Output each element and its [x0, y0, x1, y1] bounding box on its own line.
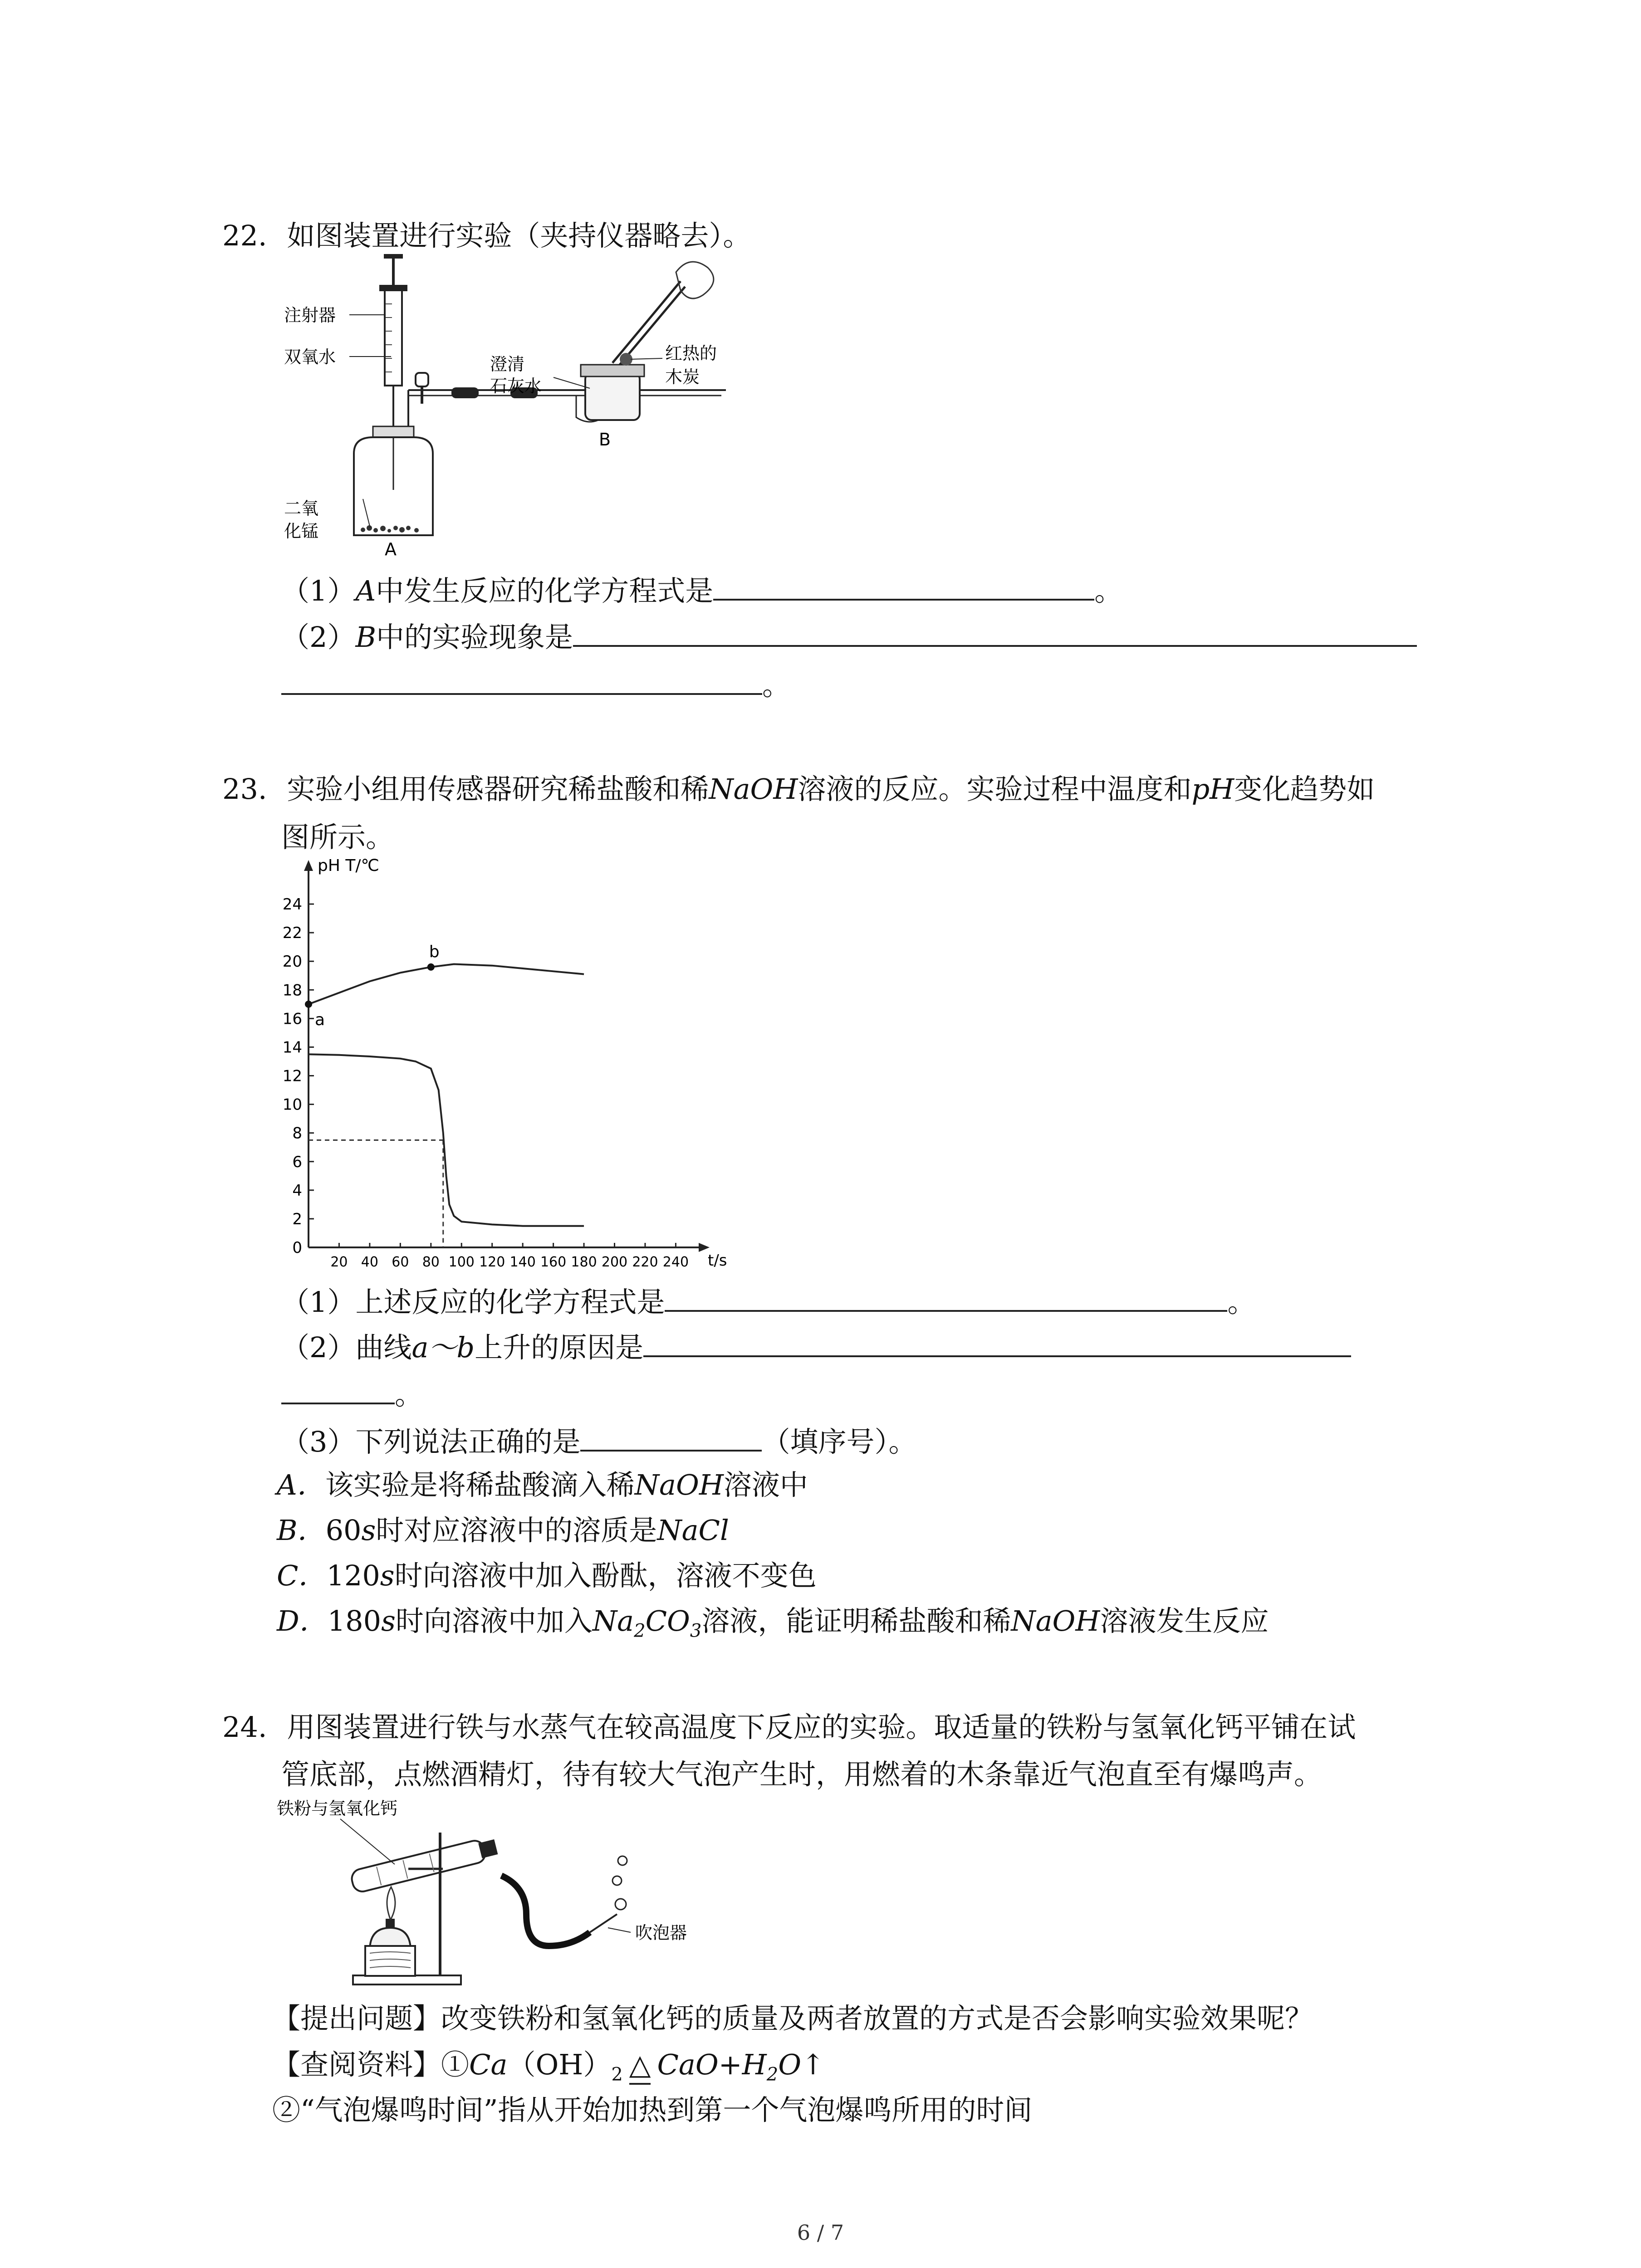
answer-blank[interactable] — [573, 617, 1417, 647]
question-number: 22. — [222, 219, 267, 252]
answer-blank[interactable] — [643, 1327, 1351, 1357]
temperature-curve — [309, 964, 584, 1004]
bottle-b-label: B — [599, 430, 611, 450]
y-tick-label: 22 — [282, 924, 302, 943]
q24-iron-steam-figure — [272, 1796, 708, 1991]
q24-stem-line2: 管底部，点燃酒精灯，待有较大气泡产生时，用燃着的木条靠近气泡直至有爆鸣声。 — [281, 1758, 1323, 1791]
q23-option-d[interactable]: D．180s时向溶液中加入$Na_2CO_3$溶液，能证明稀盐酸和稀NaOH溶液发生反应 — [277, 1604, 1269, 1642]
limewater-label-2: 石灰水 — [490, 376, 542, 396]
y-tick-label: 6 — [292, 1153, 302, 1171]
q22-part2-cont: 。 — [281, 665, 790, 704]
q24-ask: 【提出问题】改变铁粉和氢氧化钙的质量及两者放置的方式是否会影响实验效果呢？ — [272, 2002, 1313, 2035]
y-tick-label: 16 — [282, 1010, 302, 1028]
q23-stem-line2: 图所示。 — [281, 821, 394, 854]
peroxide-label: 双氧水 — [284, 347, 336, 367]
q23-stem-line1: 23. 实验小组用传感器研究稀盐酸和稀NaOH溶液的反应。实验过程中温度和pH变化趋势如 — [222, 772, 1375, 806]
q23-part2-cont: 。 — [281, 1374, 423, 1413]
point-b — [427, 963, 435, 971]
charcoal-label-2: 木炭 — [665, 367, 700, 387]
limewater-label-1: 澄清 — [490, 354, 525, 374]
q24-reference: 【查阅资料】$①Ca(OH)_2$ △ $CaO+H_2O↑$ — [272, 2047, 825, 2092]
y-axis-arrow — [304, 860, 313, 871]
q23-option-a[interactable]: A．该实验是将稀盐酸滴入稀NaOH溶液中 — [277, 1468, 808, 1501]
answer-blank[interactable] — [281, 665, 762, 695]
answer-blank[interactable] — [281, 1374, 395, 1404]
q23-part2: （2）曲线a～b上升的原因是 — [281, 1327, 1351, 1366]
answer-blank[interactable] — [713, 571, 1094, 601]
y-tick-label: 18 — [282, 981, 302, 1000]
y-tick-label: 24 — [282, 895, 302, 914]
x-tick-label: 60 — [392, 1254, 409, 1270]
x-tick-label: 20 — [330, 1254, 348, 1270]
y-tick-label: 8 — [292, 1124, 302, 1143]
ph-temperature-chart — [272, 853, 727, 1279]
q22-part1: （1）A中发生反应的化学方程式是 。 — [281, 571, 1122, 609]
point-a — [305, 1001, 312, 1008]
syringe-label: 注射器 — [284, 305, 336, 325]
x-tick-label: 220 — [632, 1254, 658, 1270]
answer-blank[interactable] — [580, 1422, 762, 1452]
answer-blank[interactable] — [665, 1282, 1227, 1312]
y-axis-label: pH T/℃ — [318, 856, 379, 875]
bubbler-label: 吹泡器 — [635, 1923, 687, 1943]
x-axis-arrow — [699, 1243, 710, 1252]
q23-part3: （3）下列说法正确的是 （填序号）。 — [281, 1422, 916, 1460]
powder-label: 铁粉与氢氧化钙 — [277, 1799, 398, 1818]
q23-option-c[interactable]: C．120s时向溶液中加入酚酞，溶液不变色 — [277, 1559, 817, 1592]
y-tick-label: 12 — [282, 1067, 302, 1085]
x-tick-label: 120 — [479, 1254, 505, 1270]
mno2-label-2: 化锰 — [284, 521, 319, 541]
mno2-label-1: 二氧 — [284, 499, 319, 518]
question-number: 23. — [222, 772, 267, 806]
q23-option-b[interactable]: B．60s时对应溶液中的溶质是NaCl — [277, 1514, 729, 1547]
q22-apparatus-figure — [272, 254, 753, 562]
charcoal-label-1: 红热的 — [665, 343, 717, 363]
q24-note2: ②“气泡爆鸣时间”指从开始加热到第一个气泡爆鸣所用的时间 — [272, 2093, 1033, 2126]
x-tick-label: 100 — [448, 1254, 475, 1270]
y-tick-label: 0 — [292, 1239, 302, 1257]
x-tick-label: 180 — [571, 1254, 597, 1270]
x-axis-label: t/s — [708, 1251, 727, 1270]
point-label-a: a — [315, 1010, 325, 1029]
y-tick-label: 14 — [282, 1038, 302, 1057]
y-tick-label: 10 — [282, 1095, 302, 1114]
y-tick-label: 20 — [282, 953, 302, 971]
bottle-a-label: A — [385, 539, 397, 559]
x-tick-label: 160 — [540, 1254, 567, 1270]
y-tick-label: 2 — [292, 1210, 302, 1228]
x-tick-label: 200 — [601, 1254, 628, 1270]
q24-stem-line1: 24. 用图装置进行铁与水蒸气在较高温度下反应的实验。取适量的铁粉与氢氧化钙平铺在试 — [222, 1711, 1356, 1744]
y-tick-label: 4 — [292, 1181, 302, 1200]
point-label-b: b — [429, 942, 440, 961]
q22-stem-line — [222, 218, 751, 254]
q22-part2: （2）B中的实验现象是 — [281, 617, 1417, 655]
q23-part1: （1）上述反应的化学方程式是 。 — [281, 1282, 1255, 1320]
question-number: 24. — [222, 1711, 267, 1744]
x-tick-label: 80 — [422, 1254, 440, 1270]
x-tick-label: 140 — [509, 1254, 536, 1270]
page-number: 6 / 7 — [797, 2220, 844, 2245]
x-tick-label: 40 — [361, 1254, 378, 1270]
question-stem: 如图装置进行实验（夹持仪器略去）。 — [287, 219, 751, 252]
x-tick-label: 240 — [662, 1254, 689, 1270]
